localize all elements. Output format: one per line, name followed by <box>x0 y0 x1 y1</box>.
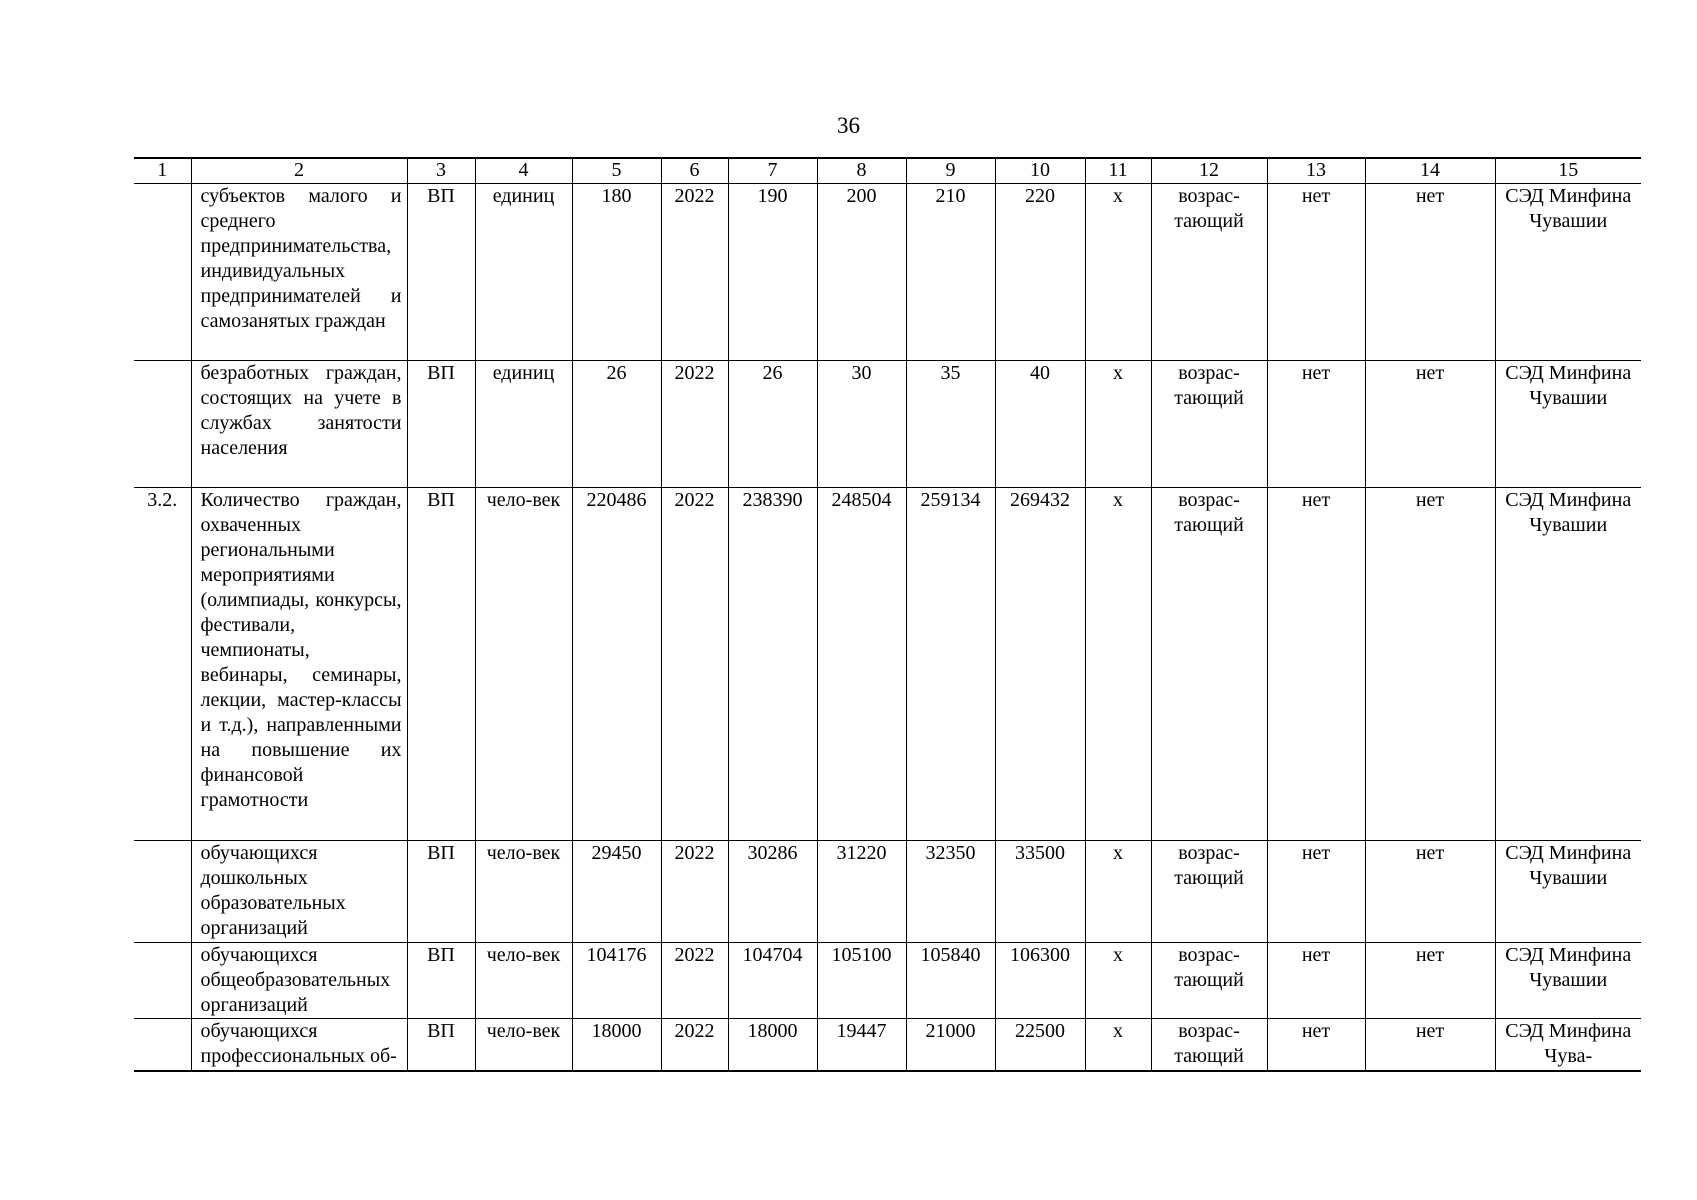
row-index <box>134 184 191 361</box>
base-value: 26 <box>572 361 661 488</box>
column-11-value: x <box>1085 361 1151 488</box>
column-number: 4 <box>475 158 572 184</box>
column-14-value: нет <box>1365 488 1495 841</box>
column-number: 1 <box>134 158 191 184</box>
column-13-value: нет <box>1267 1019 1365 1071</box>
column-14-value: нет <box>1365 1019 1495 1071</box>
value-col-8: 31220 <box>817 841 906 943</box>
value-col-8: 19447 <box>817 1019 906 1071</box>
column-number: 9 <box>906 158 995 184</box>
indicator-type: ВП <box>407 184 475 361</box>
column-11-value: x <box>1085 943 1151 1019</box>
value-col-8: 105100 <box>817 943 906 1019</box>
indicator-name: обучающихся общеобразовательных организаций <box>191 943 407 1019</box>
indicator-type: ВП <box>407 361 475 488</box>
column-number: 2 <box>191 158 407 184</box>
row-index <box>134 361 191 488</box>
value-col-8: 248504 <box>817 488 906 841</box>
column-number: 15 <box>1495 158 1641 184</box>
column-11-value: x <box>1085 488 1151 841</box>
trend: возрас-тающий <box>1151 361 1267 488</box>
value-col-9: 210 <box>906 184 995 361</box>
column-number-row <box>134 158 1641 184</box>
indicator-name: безработных граждан, состоящих на учете в службах занятости населения <box>191 361 407 488</box>
column-13-value: нет <box>1267 361 1365 488</box>
column-number: 11 <box>1085 158 1151 184</box>
base-year: 2022 <box>661 184 728 361</box>
table-row <box>134 841 1641 943</box>
trend: возрас-тающий <box>1151 1019 1267 1071</box>
indicators-table <box>134 157 1641 1072</box>
column-11-value: x <box>1085 1019 1151 1071</box>
base-year: 2022 <box>661 943 728 1019</box>
column-14-value: нет <box>1365 943 1495 1019</box>
column-number: 5 <box>572 158 661 184</box>
base-value: 29450 <box>572 841 661 943</box>
value-col-10: 40 <box>995 361 1085 488</box>
base-year: 2022 <box>661 841 728 943</box>
base-year: 2022 <box>661 361 728 488</box>
value-col-8: 30 <box>817 361 906 488</box>
base-value: 220486 <box>572 488 661 841</box>
column-13-value: нет <box>1267 184 1365 361</box>
column-number: 10 <box>995 158 1085 184</box>
value-col-7: 30286 <box>728 841 817 943</box>
value-col-7: 18000 <box>728 1019 817 1071</box>
data-source: СЭД Минфина Чувашии <box>1495 361 1641 488</box>
trend: возрас-тающий <box>1151 184 1267 361</box>
value-col-8: 200 <box>817 184 906 361</box>
data-source: СЭД Минфина Чува- <box>1495 1019 1641 1071</box>
trend: возрас-тающий <box>1151 943 1267 1019</box>
value-col-7: 26 <box>728 361 817 488</box>
column-11-value: x <box>1085 184 1151 361</box>
row-index: 3.2. <box>134 488 191 841</box>
value-col-9: 32350 <box>906 841 995 943</box>
base-year: 2022 <box>661 488 728 841</box>
column-number: 7 <box>728 158 817 184</box>
column-number: 14 <box>1365 158 1495 184</box>
column-13-value: нет <box>1267 943 1365 1019</box>
column-number: 13 <box>1267 158 1365 184</box>
table-row <box>134 488 1641 841</box>
value-col-7: 190 <box>728 184 817 361</box>
indicator-type: ВП <box>407 1019 475 1071</box>
unit: единиц <box>475 184 572 361</box>
column-14-value: нет <box>1365 184 1495 361</box>
unit: чело-век <box>475 1019 572 1071</box>
base-value: 104176 <box>572 943 661 1019</box>
page-number: 36 <box>837 113 860 138</box>
value-col-7: 104704 <box>728 943 817 1019</box>
data-source: СЭД Минфина Чувашии <box>1495 841 1641 943</box>
column-number: 8 <box>817 158 906 184</box>
value-col-10: 33500 <box>995 841 1085 943</box>
indicator-type: ВП <box>407 841 475 943</box>
row-index <box>134 841 191 943</box>
base-value: 18000 <box>572 1019 661 1071</box>
value-col-9: 35 <box>906 361 995 488</box>
value-col-10: 106300 <box>995 943 1085 1019</box>
value-col-10: 220 <box>995 184 1085 361</box>
data-source: СЭД Минфина Чувашии <box>1495 943 1641 1019</box>
value-col-9: 259134 <box>906 488 995 841</box>
column-number: 3 <box>407 158 475 184</box>
indicator-type: ВП <box>407 488 475 841</box>
unit: единиц <box>475 361 572 488</box>
column-number: 12 <box>1151 158 1267 184</box>
row-index <box>134 943 191 1019</box>
value-col-9: 21000 <box>906 1019 995 1071</box>
indicator-name: субъектов малого и среднего предпринимательства, индивидуальных предпринимателей и самозанятых граждан <box>191 184 407 361</box>
table-row <box>134 361 1641 488</box>
value-col-9: 105840 <box>906 943 995 1019</box>
indicator-type: ВП <box>407 943 475 1019</box>
value-col-10: 269432 <box>995 488 1085 841</box>
column-13-value: нет <box>1267 488 1365 841</box>
base-year: 2022 <box>661 1019 728 1071</box>
table-row <box>134 943 1641 1019</box>
unit: чело-век <box>475 841 572 943</box>
trend: возрас-тающий <box>1151 488 1267 841</box>
unit: чело-век <box>475 943 572 1019</box>
value-col-10: 22500 <box>995 1019 1085 1071</box>
base-value: 180 <box>572 184 661 361</box>
column-13-value: нет <box>1267 841 1365 943</box>
table-row <box>134 184 1641 361</box>
column-11-value: x <box>1085 841 1151 943</box>
data-source: СЭД Минфина Чувашии <box>1495 184 1641 361</box>
indicator-name: обучающихся дошкольных образовательных организаций <box>191 841 407 943</box>
column-14-value: нет <box>1365 361 1495 488</box>
value-col-7: 238390 <box>728 488 817 841</box>
column-number: 6 <box>661 158 728 184</box>
data-source: СЭД Минфина Чувашии <box>1495 488 1641 841</box>
indicator-name: обучающихся профессиональных об- <box>191 1019 407 1071</box>
unit: чело-век <box>475 488 572 841</box>
column-14-value: нет <box>1365 841 1495 943</box>
indicator-name: Количество граждан, охваченных региональными мероприятиями (олимпиады, конкурсы, фестивали, чемпионаты, вебинары, семинары, лекции, мастер-классы и т.д.), направленными на повышение их финансовой грамотности <box>191 488 407 841</box>
table-row <box>134 1019 1641 1071</box>
row-index <box>134 1019 191 1071</box>
trend: возрас-тающий <box>1151 841 1267 943</box>
